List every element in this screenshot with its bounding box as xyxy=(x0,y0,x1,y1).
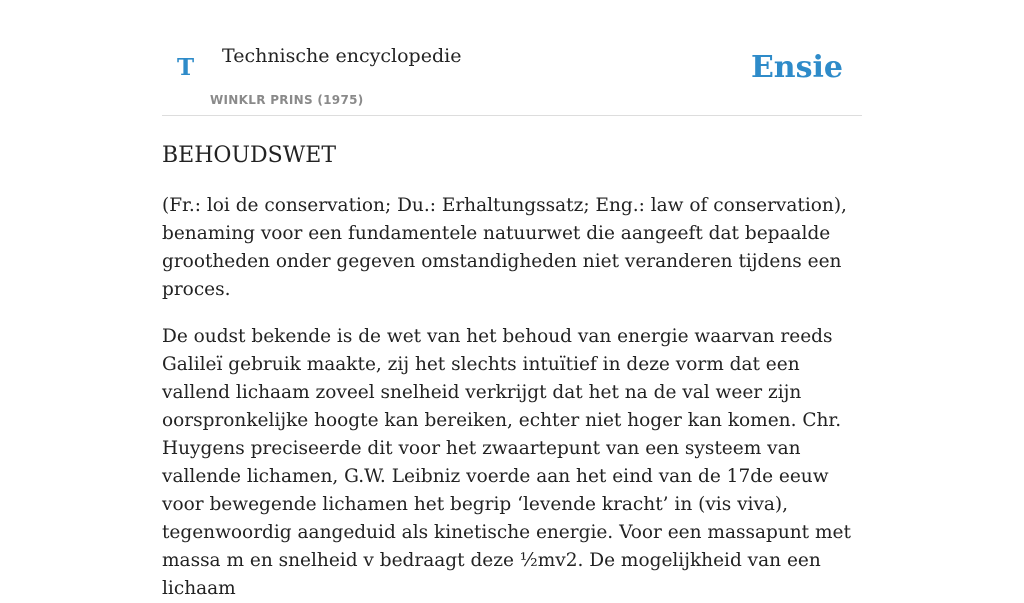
article-paragraph-1: (Fr.: loi de conservation; Du.: Erhaltungssatz; Eng.: law of conservation), benaming voor een fundamentele natuurwet die aangeeft dat bepaalde grootheden onder gegeven omstandigheden niet veranderen tijdens een proces. xyxy=(162,195,847,300)
logo-icon[interactable]: T xyxy=(177,54,195,81)
header xyxy=(162,0,862,116)
article-paragraph-2: De oudst bekende is de wet van het behoud van energie waarvan reeds Galileï gebruik maakte, zij het slechts intuïtief in deze vorm dat een vallend lichaam zoveel snelheid verkrijgt dat het na de val weer zijn oorspronkelijke hoogte kan bereiken, echter niet hoger kan komen. Chr. Huygens preciseerde dit voor het zwaartepunt van een systeem van vallende lichamen, G.W. Leibniz voerde aan het eind van de 17de eeuw voor bewegende lichamen het begrip ‘levende kracht’ in (vis viva), tegenwoordig aangeduid als kinetische energie. Voor een massapunt met massa m en snelheid v bedraagt deze ½mv2. De mogelijkheid van een lichaam xyxy=(162,326,851,599)
page xyxy=(162,0,862,603)
encyclopedia-title[interactable]: Technische encyclopedie xyxy=(222,45,462,67)
brand-logo[interactable]: Ensie xyxy=(750,50,843,85)
encyclopedia-subtitle: WINKLR PRINS (1975) xyxy=(210,93,364,107)
article-title: BEHOUDSWET xyxy=(162,143,337,168)
